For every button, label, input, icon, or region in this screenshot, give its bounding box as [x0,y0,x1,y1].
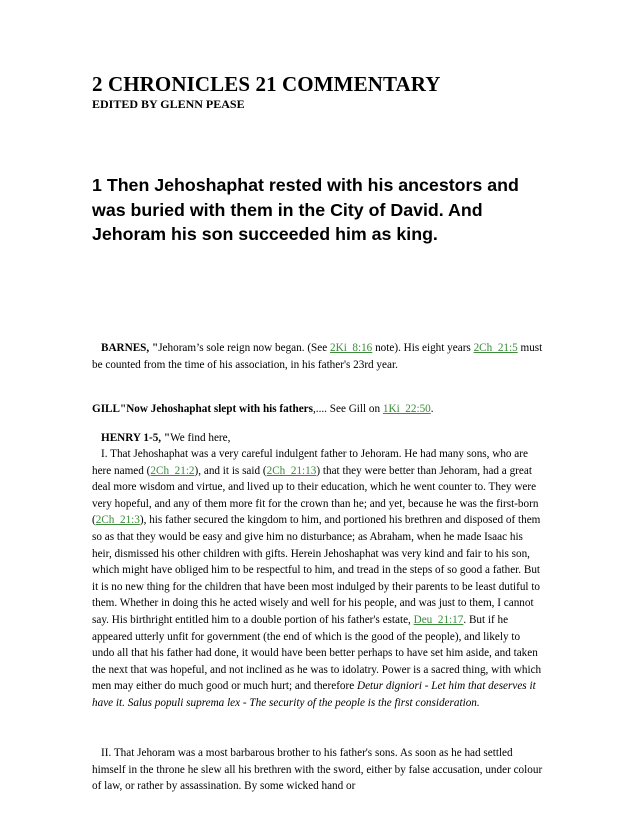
henry-p1-text-a: I. That Jehoshaphat was a very careful indulgent father to Jehoram. He had many sons, who are here named ( [92,448,528,477]
barnes-ref-link-1[interactable]: 2Ki_8:16 [330,342,373,354]
henry-p1-text-e: . But if he appeared utterly unfit for government (the end of which is the good of the people), and likely to undo all that his father had done, it would have been better perhaps to have set him aside, and taken the next that was hopeful, and not inclined as he was to idolatry. Power is a sacred thing, with which men may either do much good or much hurt; and therefore [92,613,542,693]
barnes-text-3: must be counted from the time of his association, in his father's 23rd year. [92,342,543,371]
page-subtitle: EDITED BY GLENN PEASE [92,97,245,111]
henry-ref-link-2[interactable]: 2Ch_21:13 [266,464,317,477]
barnes-label: BARNES, " [101,342,159,354]
henry-ref-link-1[interactable]: 2Ch_21:2 [150,464,195,477]
gill-text-2: . [430,403,434,415]
henry-paragraph-2 [92,745,544,795]
henry-p2-text: II. That Jehoram was a most barbarous brother to his father's sons. As soon as he had settled himself in the throne he slew all his brethren with the sword, either by false accusation, under colour of law, or rather by assassination. By some wicked hand or [92,747,543,793]
barnes-paragraph [92,340,544,373]
henry-label: HENRY 1-5, " [101,432,171,444]
gill-ref-link[interactable]: 1Ki_22:50 [382,403,431,415]
page-title: 2 CHRONICLES 21 COMMENTARY [92,72,441,96]
gill-label: GILL"Now Jehoshaphat slept with his fathers [92,403,313,415]
gill-paragraph [92,401,544,418]
barnes-text-2: note). His eight years [372,342,471,354]
henry-p1-text-d: ), his father secured the kingdom to him, and portioned his brethren and disposed of them so as that they would be easy and give him no disturbance; as Abraham, when he made Isaac his heir, dismissed his other children with gifts. Herein Jehoshaphat was very kind and fair to his son, which might have obliged him to be respectful to him, and tread in the steps of so good a father. But it is no new thing for the children that have been most indulged by their parents to be least dutiful to them. Whether in doing this he acted wisely and well for his people, and was just to them, I cannot say. His birthright entitled him to a double portion of his father's estate, [92,514,541,626]
henry-ref-link-4[interactable]: Deu_21:17 [413,613,464,626]
henry-p1-italic: Detur digniori - Let him that deserves it have it. Salus populi suprema lex - The security of the people is the first consideration. [92,680,536,709]
henry-p1-text-b: ), and it is said ( [194,464,267,477]
henry-p1-text-c: ) that they were better than Jehoram, had a great deal more wisdom and virtue, and lived up to their education, which he went counter to. They were very hopeful, and any of them more fit for the crown than he; and yet, because he was the first-born ( [92,464,539,527]
barnes-text-1: Jehoram’s sole reign now began. (See [158,342,331,354]
henry-ref-link-3[interactable]: 2Ch_21:3 [95,514,140,527]
henry-heading [92,430,544,447]
gill-text-1: ,.... See Gill on [312,403,383,415]
henry-paragraph-1 [92,446,544,712]
henry-intro: We find here, [170,432,231,444]
verse-text: 1 Then Jehoshaphat rested with his ancestors and was buried with them in the City of David. And Jehoram his son succeeded him as king. [92,175,519,244]
barnes-ref-link-2[interactable]: 2Ch_21:5 [473,342,518,354]
